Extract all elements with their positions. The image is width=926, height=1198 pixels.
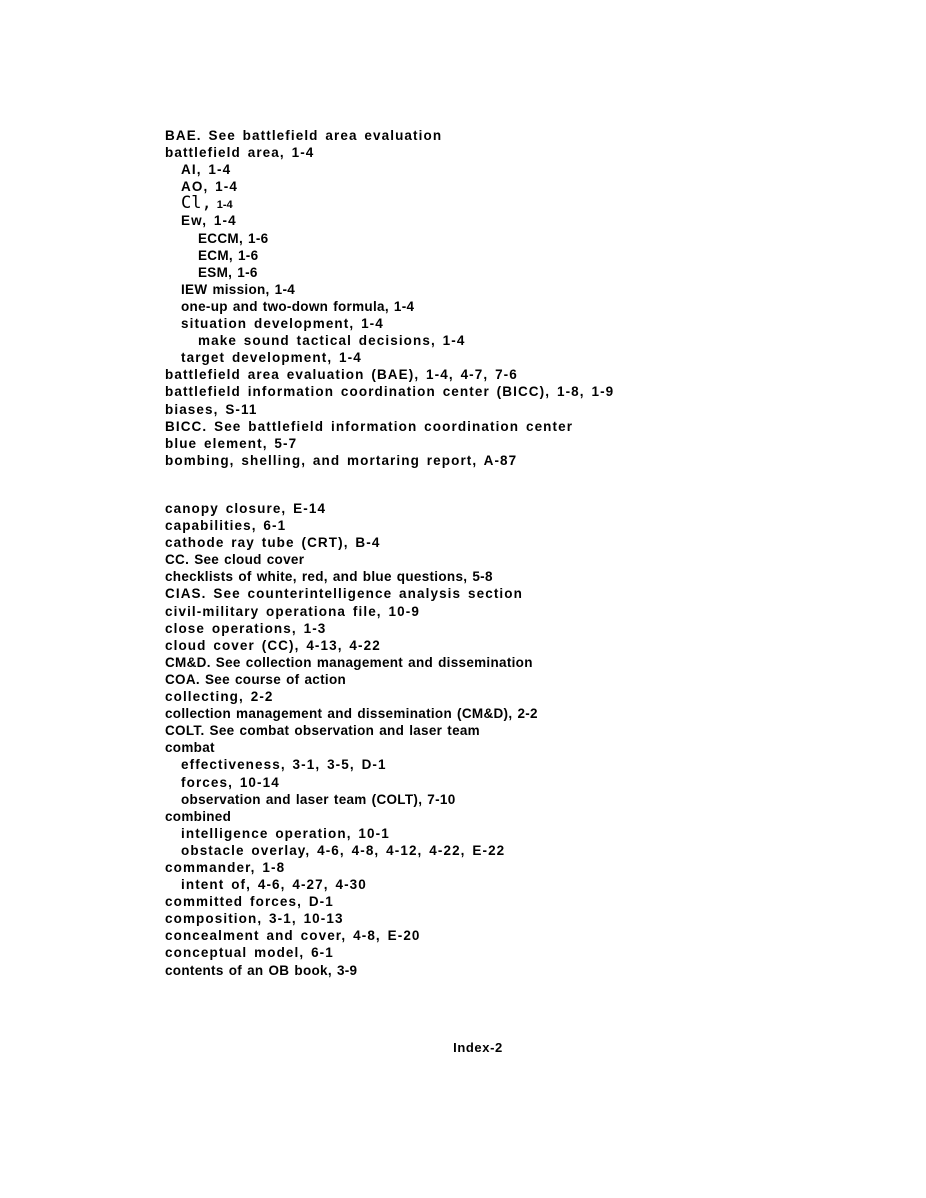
index-entry: composition, 3-1, 10-13 [165, 911, 344, 927]
index-entry: COLT. See combat observation and laser team [165, 723, 480, 739]
page-number: Index-2 [453, 1040, 503, 1055]
index-subentry: Ew, 1-4 [181, 213, 237, 229]
index-entry: COA. See course of action [165, 671, 347, 687]
index-entry: blue element, 5-7 [165, 435, 298, 451]
index-section-b [165, 127, 885, 469]
index-entry: contents of an OB book, 3-9 [165, 962, 358, 978]
index-entry: combat [165, 740, 215, 756]
index-subentry: one-up and two-down formula, 1-4 [181, 298, 415, 314]
index-subentry: make sound tactical decisions, 1-4 [198, 333, 466, 349]
index-entry: battlefield area, 1-4 [165, 145, 315, 161]
index-entry: battlefield information coordination center (BICC), 1-8, 1-9 [165, 384, 615, 400]
index-entry: concealment and cover, 4-8, E-20 [165, 928, 421, 944]
index-entry: close operations, 1-3 [165, 620, 327, 636]
index-entry: committed forces, D-1 [165, 894, 334, 910]
index-entry: canopy closure, E-14 [165, 501, 327, 516]
index-entry: CIAS. See counterintelligence analysis section [165, 586, 523, 602]
index-entry: collecting, 2-2 [165, 689, 274, 705]
index-subentry: ESM, 1-6 [198, 264, 258, 280]
index-entry: combined [165, 808, 232, 824]
index-subentry: ECM, 1-6 [198, 247, 259, 263]
index-entry: CC. See cloud cover [165, 552, 305, 568]
index-entry: collection management and dissemination (CM&D), 2-2 [165, 706, 538, 722]
index-entry: civil-military operationa file, 10-9 [165, 603, 420, 619]
index-subentry: AO, 1-4 [181, 179, 238, 195]
index-entry: conceptual model, 6-1 [165, 945, 334, 961]
index-subentry: effectiveness, 3-1, 3-5, D-1 [181, 757, 387, 773]
index-entry: cathode ray tube (CRT), B-4 [165, 535, 381, 551]
index-entry: commander, 1-8 [165, 859, 286, 875]
index-entry: cloud cover (CC), 4-13, 4-22 [165, 637, 381, 653]
index-entry: BICC. See battlefield information coordination center [165, 418, 574, 434]
index-subentry: ECCM, 1-6 [198, 230, 269, 246]
index-entry: capabilities, 6-1 [165, 518, 287, 534]
index-entry: checklists of white, red, and blue questions, 5-8 [165, 569, 493, 585]
index-subentry: AI, 1-4 [181, 162, 232, 178]
index-subentry: Cl, 1-4 [181, 193, 233, 214]
index-section-c [165, 500, 885, 979]
index-entry: bombing, shelling, and mortaring report, A-87 [165, 452, 518, 468]
index-subentry: obstacle overlay, 4-6, 4-8, 4-12, 4-22, E-22 [181, 842, 506, 858]
index-subentry: intelligence operation, 10-1 [181, 825, 390, 841]
index-entry: battlefield area evaluation (BAE), 1-4, 4-7, 7-6 [165, 367, 518, 383]
index-subentry: observation and laser team (COLT), 7-10 [181, 791, 456, 807]
index-entry: biases, S-11 [165, 401, 258, 417]
index-subentry: forces, 10-14 [181, 774, 280, 790]
index-subentry: intent of, 4-6, 4-27, 4-30 [181, 877, 367, 893]
index-entry: BAE. See battlefield area evaluation [165, 128, 443, 143]
index-entry: CM&D. See collection management and dissemination [165, 654, 533, 670]
index-subentry: IEW mission, 1-4 [181, 281, 296, 297]
index-subentry: situation development, 1-4 [181, 316, 384, 332]
index-subentry: target development, 1-4 [181, 350, 362, 366]
